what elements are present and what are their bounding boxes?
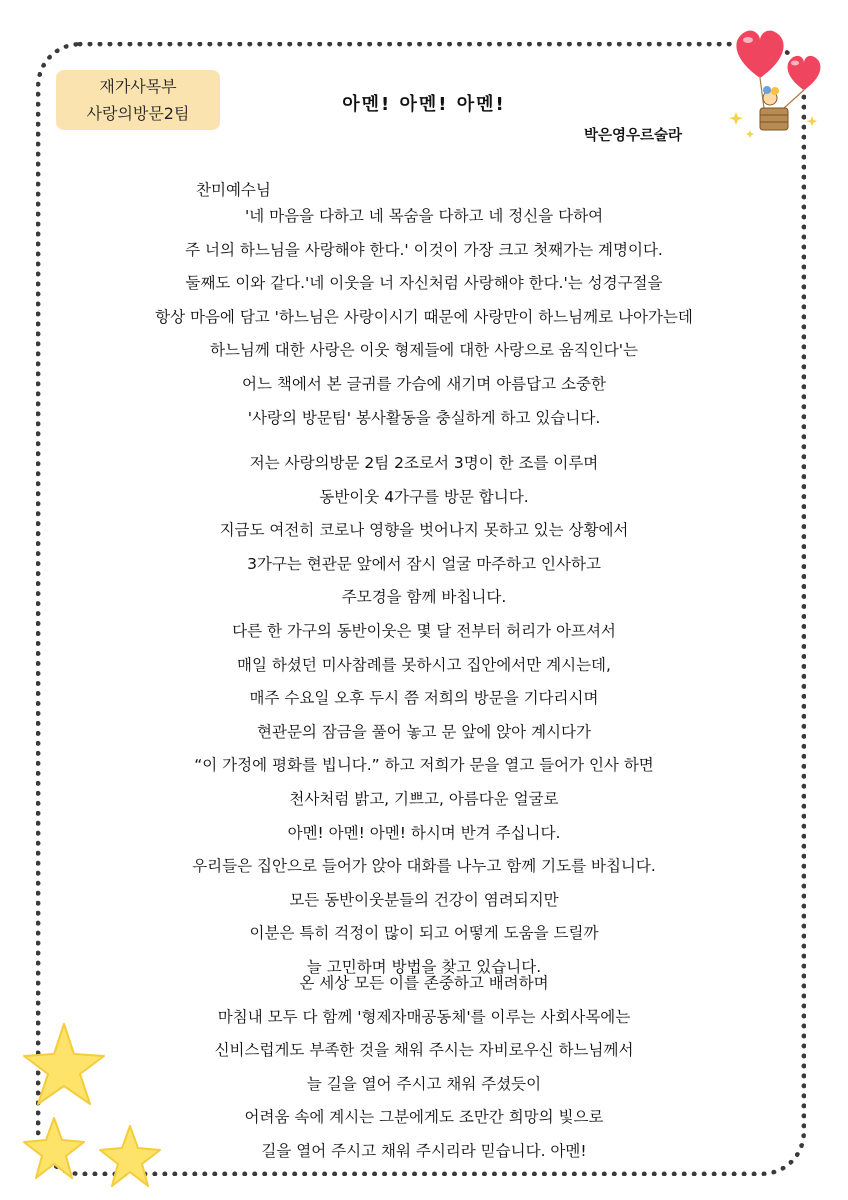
decorative-stars	[14, 1018, 184, 1200]
text-line: 늘 길을 열어 주시고 채워 주셨듯이	[306, 1074, 542, 1093]
text-line: '사랑의 방문팀' 봉사활동을 충실하게 하고 있습니다.	[247, 408, 601, 427]
star-icon	[100, 1126, 160, 1186]
text-line: 지금도 여전히 코로나 영향을 벗어나지 못하고 있는 상황에서	[219, 521, 629, 540]
page-title: 아멘! 아멘! 아멘!	[342, 94, 506, 115]
department-name: 재가사목부	[99, 77, 177, 96]
text-line: 3가구는 현관문 앞에서 잠시 얼굴 마주하고 인사하고	[247, 554, 601, 573]
team-name: 사랑의방문2팀	[86, 104, 190, 123]
salutation: 찬미예수님	[196, 181, 271, 199]
text-line: 다른 한 가구의 동반이웃은 몇 달 전부터 허리가 아프셔서	[232, 621, 616, 640]
text-line: 항상 마음에 담고 '하느님은 사랑이시기 때문에 사랑만이 하느님께로 나아가는데	[155, 307, 693, 326]
text-line: 어느 책에서 본 글귀를 가슴에 새기며 아름답고 소중한	[242, 374, 606, 393]
text-line: 늘 고민하며 방법을 찾고 있습니다.	[306, 957, 542, 976]
text-line: 길을 열어 주시고 채워 주시리라 믿습니다. 아멘!	[261, 1141, 587, 1160]
text-line: 저는 사랑의방문 2팀 2조로서 3명이 한 조를 이루며	[249, 454, 599, 472]
text-line: 주 너의 하느님을 사랑해야 한다.' 이것이 가장 크고 첫째가는 계명이다.	[185, 240, 663, 259]
text-line: 마침내 모두 다 함께 '형제자매공동체'를 이루는 사회사목에는	[217, 1007, 631, 1026]
paragraph-2	[0, 447, 848, 985]
text-line: 우리들은 집안으로 들어가 앉아 대화를 나누고 함께 기도를 바칩니다.	[192, 857, 656, 876]
text-line: 아멘! 아멘! 아멘! 하시며 반겨 주십니다.	[287, 823, 561, 842]
text-line: 어려움 속에 계시는 그분에게도 조만간 희망의 빛으로	[244, 1108, 604, 1127]
text-line: 모든 동반이웃분들의 건강이 염려되지만	[289, 890, 559, 909]
text-line: 주모경을 함께 바칩니다.	[341, 588, 507, 607]
text-line: 매일 하셨던 미사참례를 못하시고 집안에서만 계시는데,	[237, 655, 611, 674]
text-line: '네 마음을 다하고 네 목숨을 다하고 네 정신을 다하여	[244, 207, 604, 225]
text-line: 신비스럽게도 부족한 것을 채워 주시는 자비로우신 하느님께서	[214, 1041, 634, 1060]
star-icon	[24, 1024, 104, 1104]
paragraph-1	[0, 200, 848, 435]
text-line: “이 가정에 평화를 빕니다.” 하고 저희가 문을 열고 들어가 인사 하면	[194, 756, 654, 775]
text-line: 이분은 특히 걱정이 많이 되고 어떻게 도움을 드릴까	[249, 924, 599, 943]
text-line: 매주 수요일 오후 두시 쯤 저희의 방문을 기다리시며	[249, 689, 599, 708]
heart-icon	[788, 56, 821, 90]
author-name: 박은영우르술라	[584, 128, 683, 144]
text-line: 온 세상 모든 이를 존중하고 배려하며	[299, 974, 549, 992]
text-line: 천사처럼 밝고, 기쁘고, 아름다운 얼굴로	[289, 789, 559, 808]
heart-balloon-icon	[722, 12, 832, 148]
text-line: 둘째도 이와 같다.'네 이웃을 너 자신처럼 사랑해야 한다.'는 성경구절을	[185, 274, 663, 293]
star-icon	[24, 1118, 84, 1178]
text-line: 동반이웃 4가구를 방문 합니다.	[319, 487, 529, 506]
heart-icon	[736, 31, 783, 78]
text-line: 현관문의 잠금을 풀어 놓고 문 앞에 앉아 계시다가	[257, 722, 591, 741]
text-line: 하느님께 대한 사랑은 이웃 형제들에 대한 사랑으로 움직인다'는	[209, 341, 639, 360]
